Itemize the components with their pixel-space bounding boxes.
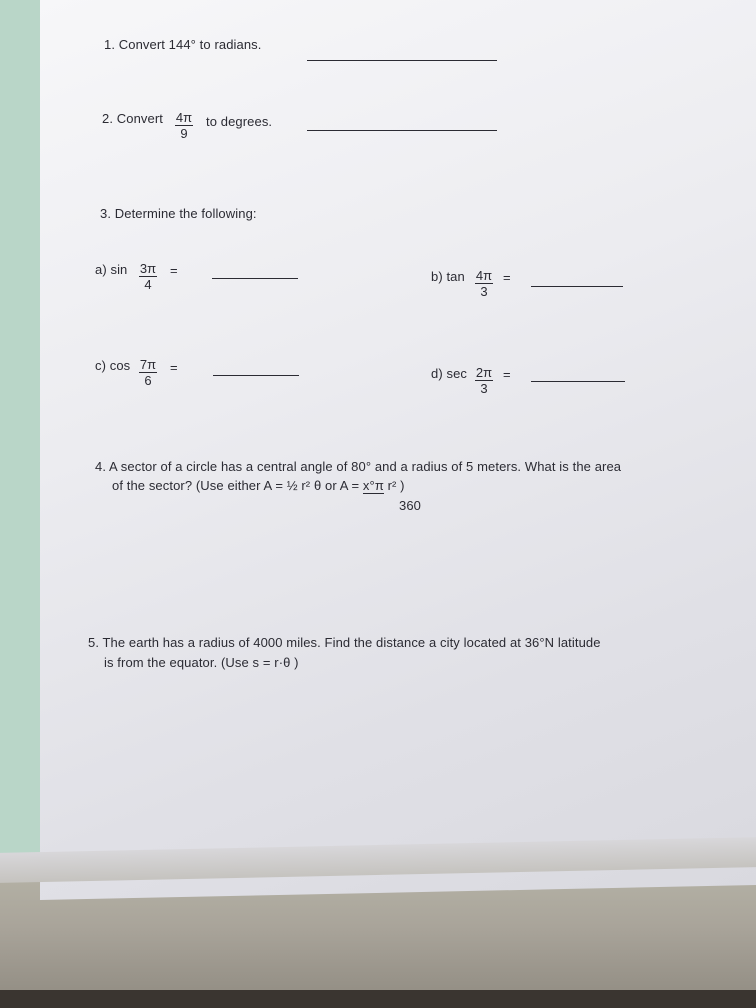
formula-denominator: 360 <box>399 498 421 513</box>
part-a-equals: = <box>170 263 178 278</box>
part-b-label: b) tan <box>431 269 465 284</box>
part-b-equals: = <box>503 270 511 285</box>
part-c-equals: = <box>170 360 178 375</box>
answer-blank-3a[interactable] <box>212 278 298 279</box>
question-5-line-1: 5. The earth has a radius of 4000 miles. Find the distance a city located at 36°N latitude <box>88 635 601 650</box>
question-2-suffix: to degrees. <box>206 114 273 129</box>
formula-numerator: x°π <box>362 478 384 493</box>
question-4-formula-end: r² ) <box>387 478 405 493</box>
fraction-numerator: 2π <box>475 365 493 380</box>
question-4-line-2 <box>112 478 405 493</box>
floor-shadow <box>0 990 756 1008</box>
fraction-denominator: 9 <box>180 126 188 141</box>
fraction-denominator: 6 <box>144 373 152 388</box>
question-4-line-1: 4. A sector of a circle has a central angle of 80° and a radius of 5 meters. What is the area <box>95 459 622 474</box>
question-2-prefix: 2. Convert <box>102 111 163 126</box>
part-c-fraction <box>137 357 159 388</box>
question-4-formula-text: of the sector? (Use either A = ½ r² θ or A = <box>112 478 363 493</box>
answer-blank-2[interactable] <box>307 130 497 131</box>
fraction-denominator: 4 <box>144 277 152 292</box>
answer-blank-1[interactable] <box>307 60 497 61</box>
part-d-label: d) sec <box>431 366 468 381</box>
part-a-label: a) sin <box>95 262 128 277</box>
answer-blank-3d[interactable] <box>531 381 625 382</box>
answer-blank-3c[interactable] <box>213 375 299 376</box>
part-a-fraction <box>137 261 159 292</box>
answer-blank-3b[interactable] <box>531 286 623 287</box>
worksheet-paper <box>40 0 756 900</box>
part-d-equals: = <box>503 367 511 382</box>
question-5-line-2: is from the equator. (Use s = r·θ ) <box>104 655 299 670</box>
question-3-heading: 3. Determine the following: <box>100 206 257 221</box>
part-b-fraction <box>473 268 495 299</box>
question-2-fraction <box>172 110 196 141</box>
fraction-denominator: 3 <box>480 381 488 396</box>
part-c-label: c) cos <box>95 358 131 373</box>
question-1: 1. Convert 144° to radians. <box>104 37 262 52</box>
fraction-denominator: 3 <box>480 284 488 299</box>
fraction-numerator: 3π <box>139 261 157 276</box>
fraction-numerator: 4π <box>175 110 193 125</box>
fraction-numerator: 4π <box>475 268 493 283</box>
fraction-numerator: 7π <box>139 357 157 372</box>
part-d-fraction <box>473 365 495 396</box>
